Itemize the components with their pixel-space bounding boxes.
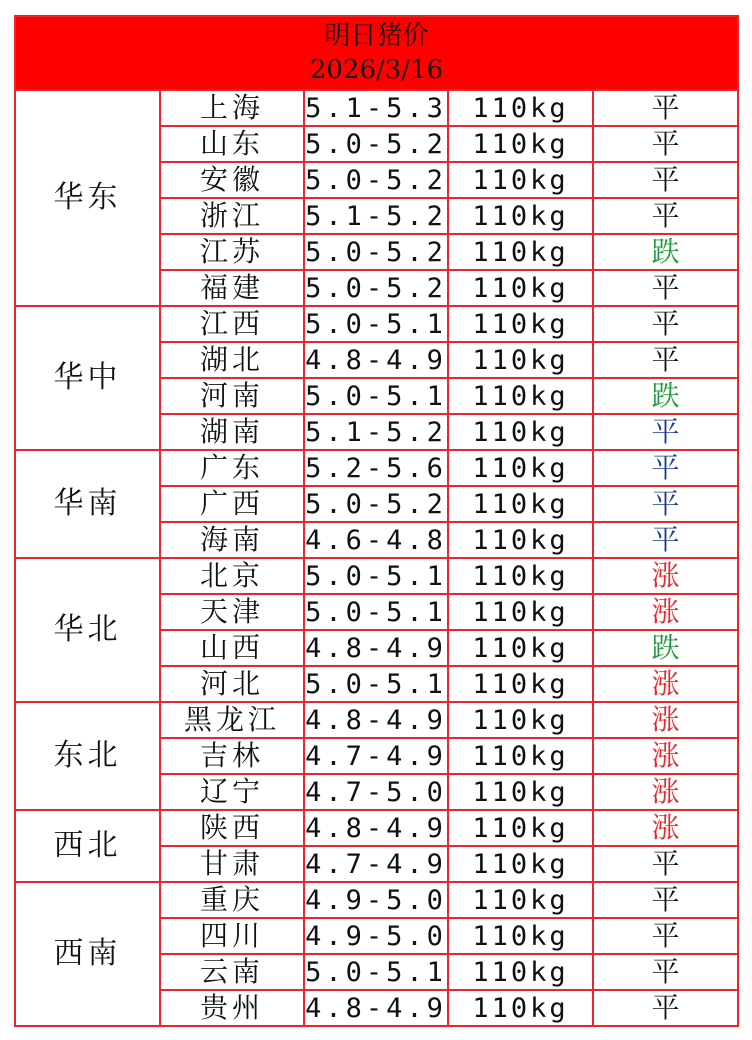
price-cell: 5.0-5.2 bbox=[304, 234, 448, 270]
weight-cell: 110kg bbox=[448, 342, 593, 378]
price-cell: 4.7-4.9 bbox=[304, 846, 448, 882]
province-cell: 天津 bbox=[160, 594, 304, 630]
trend-cell: 涨 bbox=[593, 594, 738, 630]
trend-cell: 平 bbox=[593, 306, 738, 342]
trend-cell: 涨 bbox=[593, 666, 738, 702]
sheet-date: 2026/3/16 bbox=[309, 55, 444, 85]
price-cell: 5.0-5.1 bbox=[304, 594, 448, 630]
price-cell: 4.9-5.0 bbox=[304, 918, 448, 954]
weight-cell: 110kg bbox=[448, 918, 593, 954]
province-cell: 吉林 bbox=[160, 738, 304, 774]
trend-cell: 涨 bbox=[593, 738, 738, 774]
province-cell: 安徽 bbox=[160, 162, 304, 198]
weight-cell: 110kg bbox=[448, 774, 593, 810]
trend-cell: 平 bbox=[593, 90, 738, 126]
trend-cell: 涨 bbox=[593, 558, 738, 594]
province-cell: 北京 bbox=[160, 558, 304, 594]
weight-cell: 110kg bbox=[448, 558, 593, 594]
price-cell: 5.0-5.2 bbox=[304, 270, 448, 306]
weight-cell: 110kg bbox=[448, 234, 593, 270]
weight-cell: 110kg bbox=[448, 486, 593, 522]
province-cell: 云南 bbox=[160, 954, 304, 990]
price-cell: 5.2-5.6 bbox=[304, 450, 448, 486]
table-row bbox=[15, 90, 738, 126]
price-cell: 4.8-4.9 bbox=[304, 630, 448, 666]
weight-cell: 110kg bbox=[448, 90, 593, 126]
table-row bbox=[15, 450, 738, 486]
table-row bbox=[15, 882, 738, 918]
price-cell: 4.8-4.9 bbox=[304, 702, 448, 738]
weight-cell: 110kg bbox=[448, 666, 593, 702]
province-cell: 重庆 bbox=[160, 882, 304, 918]
table-row bbox=[15, 306, 738, 342]
price-cell: 5.0-5.1 bbox=[304, 666, 448, 702]
table-row bbox=[15, 810, 738, 846]
price-cell: 5.1-5.3 bbox=[304, 90, 448, 126]
price-cell: 5.1-5.2 bbox=[304, 198, 448, 234]
region-cell: 西北 bbox=[15, 810, 160, 882]
table-body bbox=[15, 90, 738, 1026]
table-row bbox=[15, 558, 738, 594]
weight-cell: 110kg bbox=[448, 198, 593, 234]
header-banner bbox=[15, 16, 738, 90]
province-cell: 陕西 bbox=[160, 810, 304, 846]
weight-cell: 110kg bbox=[448, 990, 593, 1026]
price-cell: 4.8-4.9 bbox=[304, 810, 448, 846]
province-cell: 贵州 bbox=[160, 990, 304, 1026]
price-cell: 4.8-4.9 bbox=[304, 990, 448, 1026]
weight-cell: 110kg bbox=[448, 846, 593, 882]
province-cell: 河南 bbox=[160, 378, 304, 414]
table-row bbox=[15, 702, 738, 738]
province-cell: 上海 bbox=[160, 90, 304, 126]
price-cell: 4.9-5.0 bbox=[304, 882, 448, 918]
price-cell: 5.0-5.1 bbox=[304, 558, 448, 594]
weight-cell: 110kg bbox=[448, 306, 593, 342]
province-cell: 湖北 bbox=[160, 342, 304, 378]
trend-cell: 涨 bbox=[593, 774, 738, 810]
price-cell: 5.0-5.1 bbox=[304, 306, 448, 342]
price-cell: 4.6-4.8 bbox=[304, 522, 448, 558]
price-cell: 5.0-5.2 bbox=[304, 162, 448, 198]
trend-cell: 平 bbox=[593, 990, 738, 1026]
price-cell: 5.1-5.2 bbox=[304, 414, 448, 450]
price-cell: 5.0-5.1 bbox=[304, 378, 448, 414]
province-cell: 辽宁 bbox=[160, 774, 304, 810]
trend-cell: 跌 bbox=[593, 234, 738, 270]
region-cell: 华东 bbox=[15, 90, 160, 306]
trend-cell: 涨 bbox=[593, 810, 738, 846]
weight-cell: 110kg bbox=[448, 378, 593, 414]
trend-cell: 平 bbox=[593, 918, 738, 954]
trend-cell: 平 bbox=[593, 414, 738, 450]
trend-cell: 平 bbox=[593, 522, 738, 558]
province-cell: 黑龙江 bbox=[160, 702, 304, 738]
trend-cell: 平 bbox=[593, 882, 738, 918]
price-cell: 5.0-5.1 bbox=[304, 954, 448, 990]
province-cell: 广东 bbox=[160, 450, 304, 486]
price-cell: 4.7-5.0 bbox=[304, 774, 448, 810]
province-cell: 海南 bbox=[160, 522, 304, 558]
region-cell: 华中 bbox=[15, 306, 160, 450]
weight-cell: 110kg bbox=[448, 702, 593, 738]
trend-cell: 平 bbox=[593, 162, 738, 198]
province-cell: 福建 bbox=[160, 270, 304, 306]
weight-cell: 110kg bbox=[448, 126, 593, 162]
trend-cell: 跌 bbox=[593, 378, 738, 414]
trend-cell: 平 bbox=[593, 126, 738, 162]
trend-cell: 涨 bbox=[593, 702, 738, 738]
price-cell: 5.0-5.2 bbox=[304, 126, 448, 162]
weight-cell: 110kg bbox=[448, 810, 593, 846]
province-cell: 甘肃 bbox=[160, 846, 304, 882]
weight-cell: 110kg bbox=[448, 954, 593, 990]
price-cell: 5.0-5.2 bbox=[304, 486, 448, 522]
province-cell: 广西 bbox=[160, 486, 304, 522]
province-cell: 山东 bbox=[160, 126, 304, 162]
weight-cell: 110kg bbox=[448, 630, 593, 666]
price-cell: 4.8-4.9 bbox=[304, 342, 448, 378]
province-cell: 浙江 bbox=[160, 198, 304, 234]
weight-cell: 110kg bbox=[448, 414, 593, 450]
province-cell: 江西 bbox=[160, 306, 304, 342]
region-cell: 东北 bbox=[15, 702, 160, 810]
region-cell: 西南 bbox=[15, 882, 160, 1026]
province-cell: 四川 bbox=[160, 918, 304, 954]
price-table bbox=[14, 15, 739, 1027]
weight-cell: 110kg bbox=[448, 522, 593, 558]
weight-cell: 110kg bbox=[448, 594, 593, 630]
trend-cell: 平 bbox=[593, 846, 738, 882]
weight-cell: 110kg bbox=[448, 450, 593, 486]
trend-cell: 平 bbox=[593, 954, 738, 990]
province-cell: 湖南 bbox=[160, 414, 304, 450]
province-cell: 河北 bbox=[160, 666, 304, 702]
region-cell: 华北 bbox=[15, 558, 160, 702]
trend-cell: 平 bbox=[593, 342, 738, 378]
province-cell: 山西 bbox=[160, 630, 304, 666]
province-cell: 江苏 bbox=[160, 234, 304, 270]
trend-cell: 平 bbox=[593, 450, 738, 486]
weight-cell: 110kg bbox=[448, 738, 593, 774]
pig-price-sheet bbox=[14, 15, 737, 1027]
region-cell: 华南 bbox=[15, 450, 160, 558]
weight-cell: 110kg bbox=[448, 270, 593, 306]
weight-cell: 110kg bbox=[448, 882, 593, 918]
trend-cell: 平 bbox=[593, 270, 738, 306]
trend-cell: 平 bbox=[593, 486, 738, 522]
sheet-title: 明日猪价 bbox=[324, 21, 429, 51]
weight-cell: 110kg bbox=[448, 162, 593, 198]
trend-cell: 平 bbox=[593, 198, 738, 234]
price-cell: 4.7-4.9 bbox=[304, 738, 448, 774]
trend-cell: 跌 bbox=[593, 630, 738, 666]
